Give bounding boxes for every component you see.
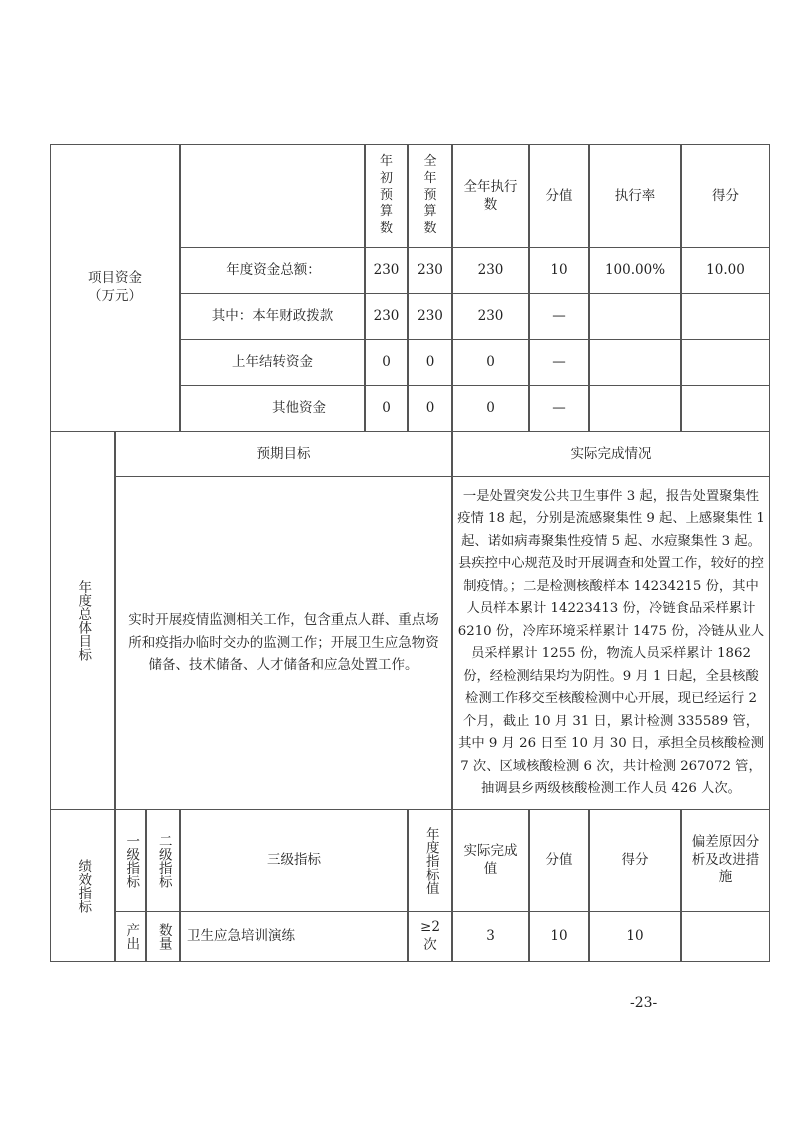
perf-level1: 产出 [115,911,146,962]
fund-row-value: 10 [529,247,589,294]
perf-score-value: 10 [529,911,589,962]
expected-goal-header: 预期目标 [115,431,452,477]
fund-row-score [681,293,770,340]
header-full-year-budget: 全 年 预 算 数 [408,144,452,248]
fund-row-initial: 0 [365,385,408,432]
fund-row-executed: 0 [452,339,529,386]
fund-row-score [681,339,770,386]
header-execution-rate: 执行率 [589,144,681,248]
fund-row-full: 0 [408,339,452,386]
fund-row-rate: 100.00% [589,247,681,294]
performance-label-text: 绩效指标 [75,858,92,913]
fund-row-value: — [529,293,589,340]
funds-section-label [50,144,180,432]
header-deviation: 偏差原因分 析及改进措 施 [681,809,770,912]
header-executed: 全年执行数 [452,144,529,248]
funds-label-line2: （万元） [88,288,142,304]
funds-header-blank [180,144,365,248]
fund-row-label: 年度资金总额： [180,247,365,294]
perf-target: ≥2 次 [408,911,452,962]
fund-row-rate [589,385,681,432]
goals-section-label [50,431,115,810]
fund-row-full: 230 [408,293,452,340]
funds-label-line1: 项目资金 [88,270,142,287]
header-perf-score: 得分 [589,809,681,912]
fund-row-value: — [529,385,589,432]
fund-row-rate [589,293,681,340]
actual-completion-text: 一是处置突发公共卫生事件 3 起，报告处置聚集性疫情 18 起，分别是流感聚集性 9 起、上感聚集性 1 起、诺如病毒聚集性疫情 5 起、水痘聚集性 3 起。县疾控中心规范及时开展调查和处置工作，较好的控制疫情。；二是检测核酸样本 14234215 份，其中人员样本累计 14223413 份，冷链食品采样累计 6210 份，冷库环境采样累计 1475 份，冷链从业人员采样累计 1255 份，物流人员采样累计 1862 份，经检测结果均为阴性。9 月 1 日起，全县核酸检测工作移交至核酸检测中心开展，现已经运行 2 个月，截止 10 月 31 日，累计检测 335589 管，其中 9 月 26 日至 10 月 30 日，承担全员核酸检测 7 次、区域核酸检测 6 次，共计检测 267072 管，抽调县乡两级核酸检测工作人员 426 人次。 [452,476,770,810]
fund-row-rate [589,339,681,386]
header-initial-budget: 年 初 预 算 数 [365,144,408,248]
header-perf-score-value: 分值 [529,809,589,912]
fund-row-executed: 0 [452,385,529,432]
fund-row-full: 0 [408,385,452,432]
perf-level2: 数量 [146,911,180,962]
fund-row-label: 上年结转资金 [180,339,365,386]
fund-row-initial: 230 [365,247,408,294]
header-level3: 三级指标 [180,809,408,912]
perf-actual: 3 [452,911,529,962]
fund-row-executed: 230 [452,247,529,294]
performance-section-label [50,809,115,962]
header-actual-value: 实际完成 值 [452,809,529,912]
perf-level3: 卫生应急培训演练 [180,911,408,962]
header-score-value: 分值 [529,144,589,248]
fund-row-full: 230 [408,247,452,294]
fund-row-label: 其他资金 [180,385,365,432]
fund-row-executed: 230 [452,293,529,340]
fund-row-score: 10.00 [681,247,770,294]
fund-row-label: 其中：本年财政拨款 [180,293,365,340]
goals-label-text: 年度总体目标 [75,580,92,661]
perf-score: 10 [589,911,681,962]
fund-row-initial: 0 [365,339,408,386]
expected-goal-text: 实时开展疫情监测相关工作，包含重点人群、重点场所和疫指办临时交办的监测工作；开展卫生应急物资储备、技术储备、人才储备和应急处置工作。 [115,476,452,810]
fund-row-value: — [529,339,589,386]
fund-row-score [681,385,770,432]
header-level2: 二级指标 [146,809,180,912]
perf-deviation [681,911,770,962]
header-level1: 一级指标 [115,809,146,912]
header-score: 得分 [681,144,770,248]
fund-row-initial: 230 [365,293,408,340]
header-annual-target: 年度指标值 [408,809,452,912]
actual-completion-header: 实际完成情况 [452,431,770,477]
page-number: -23- [630,995,658,1011]
